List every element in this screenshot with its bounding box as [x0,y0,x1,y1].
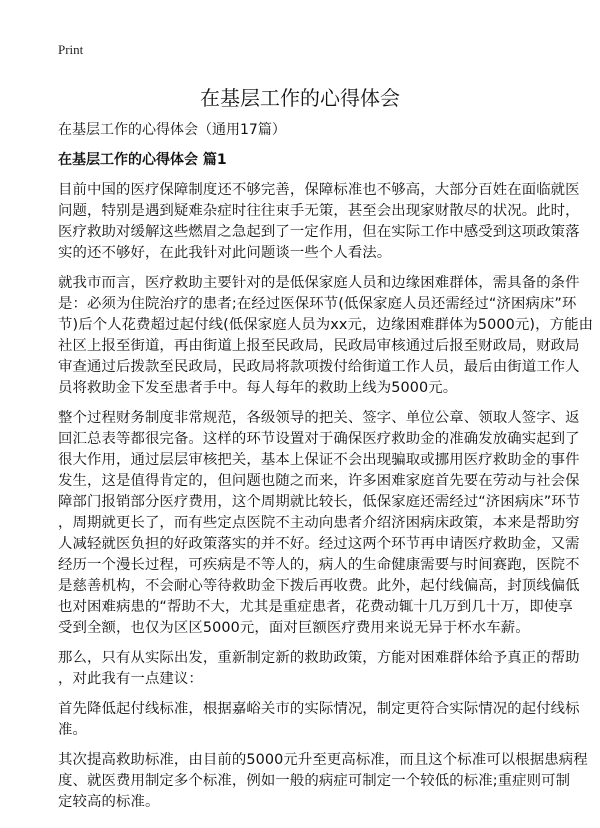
paragraph-line: 度、就医费用制定多个标准，例如一般的病症可制定一个较低的标准;重症则可制 [58,773,571,789]
paragraph [58,273,594,399]
paragraph-line: 是：必须为住院治疗的患者;在经过医保环节(低保家庭人员还需经过“济困病床”环 [58,296,577,312]
paragraph-line: 问题，特别是遇到疑难杂症时往往束手无策，甚至会出现家财散尽的状况。此时， [58,203,580,219]
section-heading: 在基层工作的心得体会 篇1 [58,152,227,168]
paragraph-line: ，对此我有一点建议： [58,671,203,687]
paragraph-line: 发生，这是值得肯定的，但问题也随之而来，许多困难家庭首先要在劳动与社会保 [58,473,580,489]
paragraph-line: 首先降低起付线标准，根据嘉峪关市的实际情况，制定更符合实际情况的起付线标 [58,701,580,717]
paragraph-line: 其次提高救助标准，由目前的5000元升至更高标准，而且这个标准可以根据患病程 [58,752,588,768]
paragraph-line: 障部门报销部分医疗费用，这个周期就比较长，低保家庭还需经过“济困病床”环节 [58,494,581,510]
paragraph-line: 节)后个人花费超过起付线(低保家庭人员为xx元，边缘困难群体为5000元)，方能由 [58,317,594,333]
paragraph-line: 定较高的标准。 [58,794,160,810]
paragraph-line: 那么，只有从实际出发，重新制定新的救助政策，方能对困难群体给予真正的帮助 [58,650,580,666]
paragraph [58,648,588,690]
paragraph [58,699,588,741]
paragraph-line: 受到全额，也仅为区区5000元，面对巨额医疗费用来说无异于杯水车薪。 [58,620,530,636]
paragraph-line: 准。 [58,722,87,738]
paragraph-line: 经历一个漫长过程，可疾病是不等人的，病人的生命健康需要与时间赛跑，医院不 [58,557,580,573]
paragraph-line: 就我市而言，医疗救助主要针对的是低保家庭人员和边缘困难群体，需具备的条件 [58,275,580,291]
paragraph-line: 审查通过后拨款至民政局，民政局将款项拨付给街道工作人员，最后由街道工作人 [58,359,580,375]
paragraph-line: 整个过程财务制度非常规范，各级领导的把关、签字、单位公章、领取人签字、返 [58,410,580,426]
paragraph-line: 回汇总表等都很完备。这样的环节设置对于确保医疗救助金的准确发放确实起到了 [58,431,580,447]
paragraph-line: 社区上报至街道，再由街道上报至民政局，民政局审核通过后报至财政局，财政局 [58,338,580,354]
paragraph-line: 很大作用，通过层层审核把关，基本上保证不会出现骗取或挪用医疗救助金的事件 [58,452,580,468]
paragraph-line: 是慈善机构，不会耐心等待救助金下拨后再收费。此外，起付线偏高，封顶线偏低 [58,578,580,594]
paragraph-line: 也对困难病患的“帮助不大，尤其是重症患者，花费动辄十几万到几十万，即使享 [58,599,573,615]
paragraph-line: 员将救助金下发至患者手中。每人每年的救助上线为5000元。 [58,380,458,396]
paragraph-line: 目前中国的医疗保障制度还不够完善，保障标准也不够高，大部分百姓在面临就医 [58,182,580,198]
paragraph [58,180,588,264]
paragraph-line: 实的还不够好，在此我针对此问题谈一些个人看法。 [58,245,392,261]
paragraph-line: 医疗救助对缓解这些燃眉之急起到了一定作用，但在实际工作中感受到这项政策落 [58,224,580,240]
paragraph [58,750,588,813]
page-title: 在基层工作的心得体会 [200,86,400,110]
paragraph-line: 人减轻就医负担的好政策落实的并不好。经过这两个环节再申请医疗救助金，又需 [58,536,580,552]
paragraph [58,408,588,639]
article-body [58,180,594,822]
document-subtitle: 在基层工作的心得体会（通用17篇） [58,122,286,138]
print-link[interactable]: Print [58,42,84,57]
paragraph-line: ，周期就更长了，而有些定点医院不主动向患者介绍济困病床政策，本来是帮助穷 [58,515,580,531]
